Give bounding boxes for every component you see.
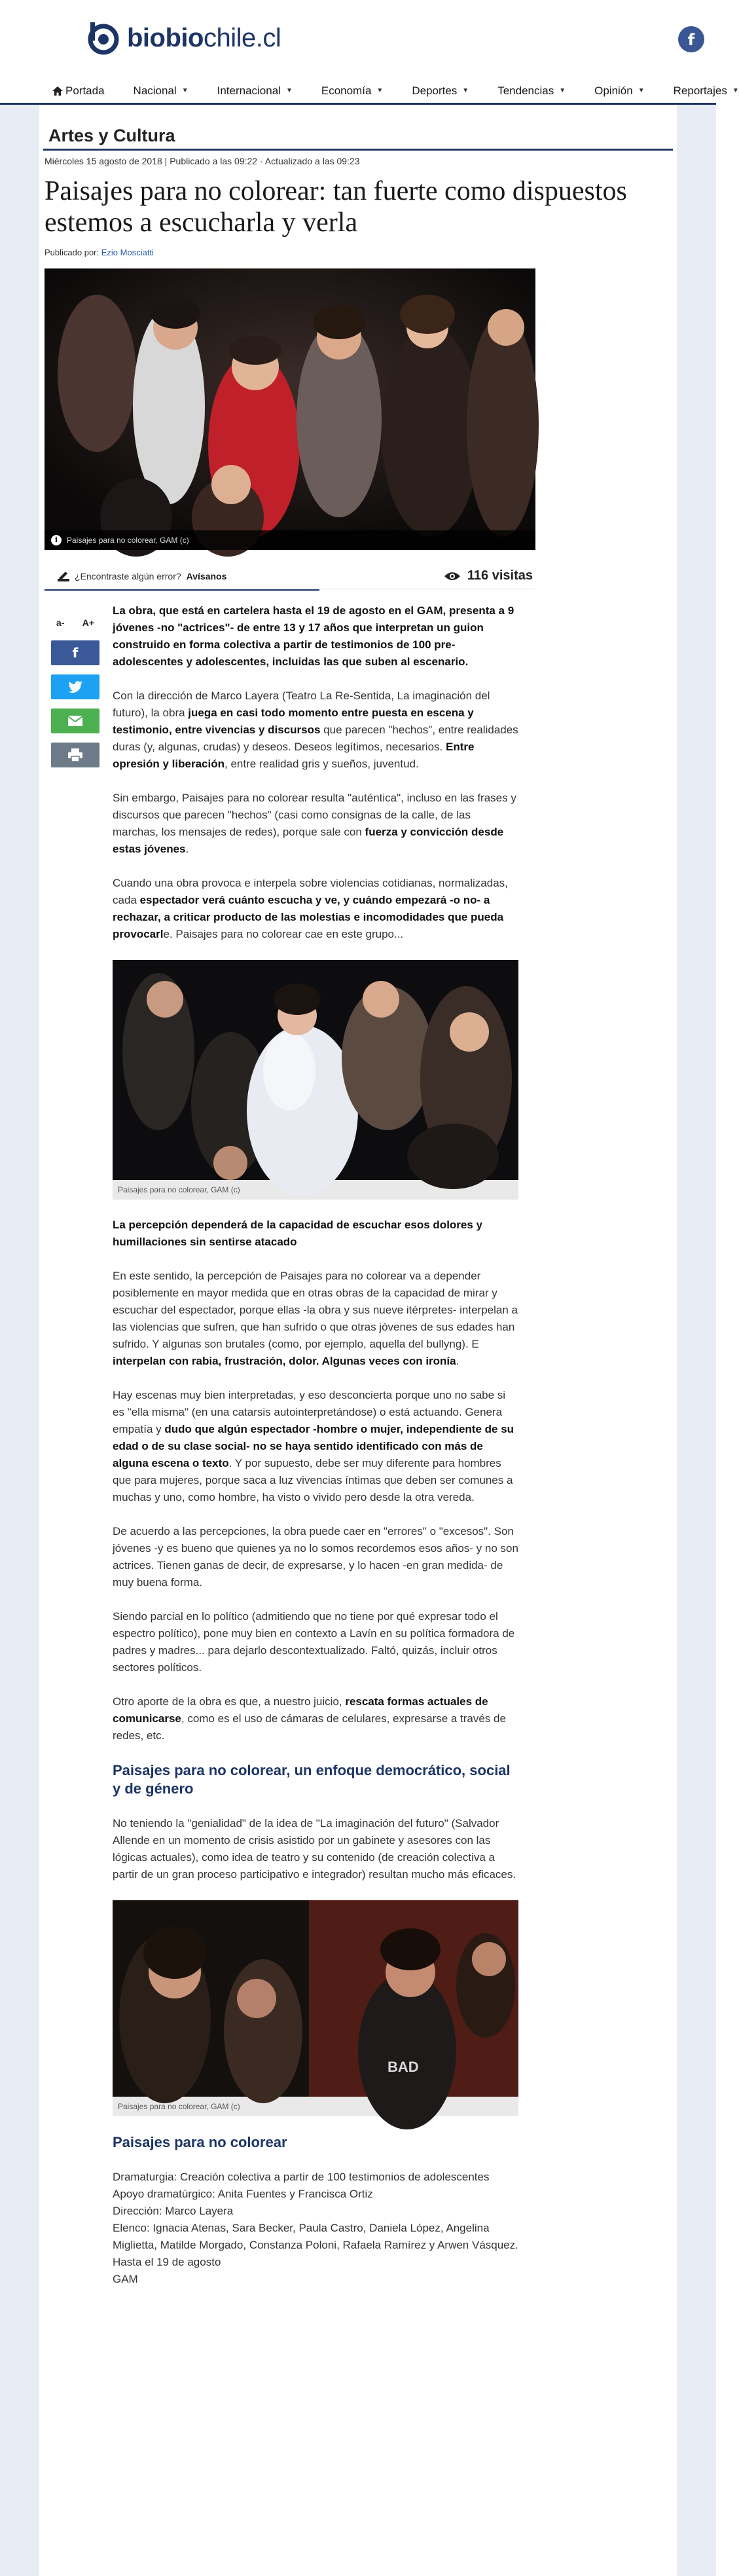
paragraph: Con la dirección de Marco Layera (Teatro La Re-Sentida, La imaginación del futuro), la obra juega en casi todo momento entre puesta en escena y testimonio, entre vivencias y discursos que parecen "hechos", entre realidades duras (y, algunas, crudas) y deseos. Deseos legítimos, necesarios. Entre opresión y liberación, entre realidad gris y sueños, juventud. xyxy=(113,690,518,770)
paragraph: Sin embargo, Paisajes para no colorear resulta "auténtica", incluso en las frases y discursos que parecen "hechos" (casi como consignas de la calle, de las marchas, los mensajes de redes), porque sale con fuerza y convicción desde estas jóvenes. xyxy=(113,792,516,855)
caret-down-icon: ▼ xyxy=(638,87,645,94)
credit-line: Elenco: Ignacia Atenas, Sara Becker, Paula Castro, Daniela López, Angelina Miglietta, Matilde Morgado, Constanza Poloni, Rafaela Ramírez y Arwen Vásquez. xyxy=(113,2222,518,2251)
facebook-icon[interactable]: f xyxy=(678,26,704,52)
site-header xyxy=(0,0,716,77)
caret-down-icon: ▼ xyxy=(181,87,189,94)
nav-item-deportes[interactable]: Deportes ▼ xyxy=(412,77,469,105)
mail-icon xyxy=(68,716,82,726)
paragraph: No teniendo la "genialidad" de la idea de "La imaginación del futuro" (Salvador Allende en un momento de crisis asistido por un gabinete y asesores con las lógicas actuales), como idea de teatro y su contenido (de creación colectiva a partir de un gran proceso participativo e integrador) resultan mucho más eficaces. xyxy=(113,1817,516,1881)
content-column xyxy=(39,105,677,2576)
paragraph: Siendo parcial en lo político (admitiendo que no tiene por qué expresar todo el espectro político), pone muy bien en contexto a Lavín en su política formadora de padres y madres... para dejarlo descontextualizado. Faltó, quizás, incluir otros sectores políticos. xyxy=(113,1610,515,1674)
article-title: Paisajes para no colorear: tan fuerte como dispuestos estemos a escucharla y verla xyxy=(45,176,627,238)
nav-item-portada[interactable]: Portada xyxy=(52,77,105,105)
paragraph: De acuerdo a las percepciones, la obra puede caer en "errores" o "excesos". Son jóvenes -y es bueno que quienes ya no lo somos recordemos esos años- y no son actrices. Tienen ganas de decir, de expresarse, y lo hacen -en gran medida- de muy buena forma. xyxy=(113,1525,518,1589)
page-background-left xyxy=(0,105,39,2576)
page-background-right xyxy=(677,105,716,2576)
logo-text: biobiochile.cl xyxy=(127,23,281,52)
print-icon xyxy=(68,748,82,762)
article-lead: La obra, que está en cartelera hasta el 19 de agosto en el GAM, presenta a 9 jóvenes -no "actrices"- de entre 13 y 17 años que interpretan un guion construido en forma colectiva a partir de testimonios de 100 pre-adolescentes y adolescentes, incluidas las que suben al escenario. xyxy=(113,604,514,668)
visits-counter: 116 visitas xyxy=(444,568,533,583)
report-error-link[interactable]: Avísanos xyxy=(186,571,227,581)
share-facebook-button[interactable] xyxy=(51,640,99,665)
hero-photo xyxy=(45,268,535,550)
facebook-icon: f xyxy=(72,645,79,661)
nav-item-tendencias[interactable]: Tendencias ▼ xyxy=(497,77,566,105)
credit-line: GAM xyxy=(113,2273,138,2285)
article-figure xyxy=(113,960,518,1200)
credit-line: Dramaturgia: Creación colectiva a partir de 100 testimonios de adolescentes xyxy=(113,2171,490,2183)
info-icon: i xyxy=(51,535,62,545)
caret-down-icon: ▼ xyxy=(732,87,739,94)
figure-caption: Paisajes para no colorear, GAM (c) xyxy=(113,1180,518,1200)
nav-item-reportajes[interactable]: Reportajes ▼ xyxy=(674,77,739,105)
paragraph: Otro aporte de la obra es que, a nuestro juicio, rescata formas actuales de comunicarse, como es el uso de cámaras de celulares, expresarse a través de redes, etc. xyxy=(113,1695,506,1742)
figure-caption: Paisajes para no colorear, GAM (c) xyxy=(113,2097,518,2116)
font-size-controls xyxy=(51,613,99,633)
hero-caption: i Paisajes para no colorear, GAM (c) xyxy=(45,530,535,550)
author-link[interactable]: Ezio Mosciatti xyxy=(101,248,154,257)
section-title[interactable]: Artes y Cultura xyxy=(48,126,175,145)
home-icon xyxy=(52,86,63,96)
credits-heading: Paisajes para no colorear xyxy=(113,2134,287,2150)
site-logo[interactable] xyxy=(85,20,281,56)
credit-line: Hasta el 19 de agosto xyxy=(113,2256,221,2268)
twitter-icon xyxy=(68,681,82,693)
logo-icon xyxy=(85,20,122,56)
share-toolbar xyxy=(51,613,99,777)
main-nav xyxy=(0,77,739,105)
article-meta: Miércoles 15 agosto de 2018 | Publicado a las 09:22 · Actualizado a las 09:23 xyxy=(45,156,360,166)
caret-down-icon: ▼ xyxy=(376,87,384,94)
article-byline: Publicado por: Ezio Mosciatti xyxy=(45,248,154,257)
article-figure xyxy=(113,1900,518,2116)
caret-down-icon: ▼ xyxy=(462,87,469,94)
divider xyxy=(45,589,319,591)
font-decrease-button[interactable]: a- xyxy=(56,617,65,628)
section-header xyxy=(43,120,673,151)
paragraph-highlight: La percepción dependerá de la capacidad de escuchar esos dolores y humillaciones sin sentirse atacado xyxy=(113,1219,483,1248)
paragraph: Cuando una obra provoca e interpela sobre violencias cotidianas, normalizadas, cada espectador verá cuánto escucha y ve, y cuándo empezará -o no- a rechazar, a criticar producto de las molestias e incomodidades que pueda provocarle. Paisajes para no colorear cae en este grupo... xyxy=(113,877,508,940)
shirt-print: BAD xyxy=(388,2059,419,2075)
hero-image xyxy=(45,268,535,550)
nav-item-nacional[interactable]: Nacional ▼ xyxy=(134,77,189,105)
nav-item-opinion[interactable]: Opinión ▼ xyxy=(594,77,645,105)
error-report-row xyxy=(45,563,535,589)
paragraph: En este sentido, la percepción de Paisajes para no colorear va a depender posiblemente en mayor medida que en otras obras de la capacidad de mirar y escuchar del espectador, porque ellas -la obra y sus nueve itérpretes- interpelan a las violencias que sufren, que han sufrido o que otras jóvenes de sus edades han sufrido. Y algunas son brutales (como, por ejemplo, aquella del bullyng). E interpelan con rabia, frustración, dolor. Algunas veces con ironía. xyxy=(113,1270,518,1367)
error-report[interactable]: ¿Encontraste algún error? Avísanos xyxy=(58,571,226,581)
figure-photo xyxy=(113,960,518,1180)
credit-line: Dirección: Marco Layera xyxy=(113,2205,234,2217)
caret-down-icon: ▼ xyxy=(285,87,293,94)
caret-down-icon: ▼ xyxy=(559,87,566,94)
font-increase-button[interactable]: A+ xyxy=(82,617,94,628)
edit-icon xyxy=(58,571,69,581)
credits-list xyxy=(113,2169,518,2288)
article-subheading: Paisajes para no colorear, un enfoque democrático, social y de género xyxy=(113,1762,511,1797)
nav-item-economia[interactable]: Economía ▼ xyxy=(321,77,383,105)
print-button[interactable] xyxy=(51,743,99,767)
credit-line: Apoyo dramatúrgico: Anita Fuentes y Francisca Ortiz xyxy=(113,2188,373,2200)
eye-icon xyxy=(444,571,461,581)
paragraph: Hay escenas muy bien interpretadas, y eso desconcierta porque uno no sabe si es "ella misma" (en una catarsis autointerpretándose) o está actuando. Genera empatía y dudo que algún espectador -hombre o mujer, independiente de su edad o de su clase social- no se haya sentido identificado con más de alguna escena o texto. Y por supuesto, debe ser muy diferente para hombres que para mujeres, porque saca a luz vivencias íntimas que deben ser comunes a muchas y uno, como hombre, ha visto o vivido pero desde la otra vereda. xyxy=(113,1389,514,1503)
nav-item-internacional[interactable]: Internacional ▼ xyxy=(217,77,293,105)
share-twitter-button[interactable] xyxy=(51,674,99,699)
figure-photo xyxy=(113,1900,518,2097)
share-email-button[interactable] xyxy=(51,708,99,733)
article-body xyxy=(113,602,518,2288)
